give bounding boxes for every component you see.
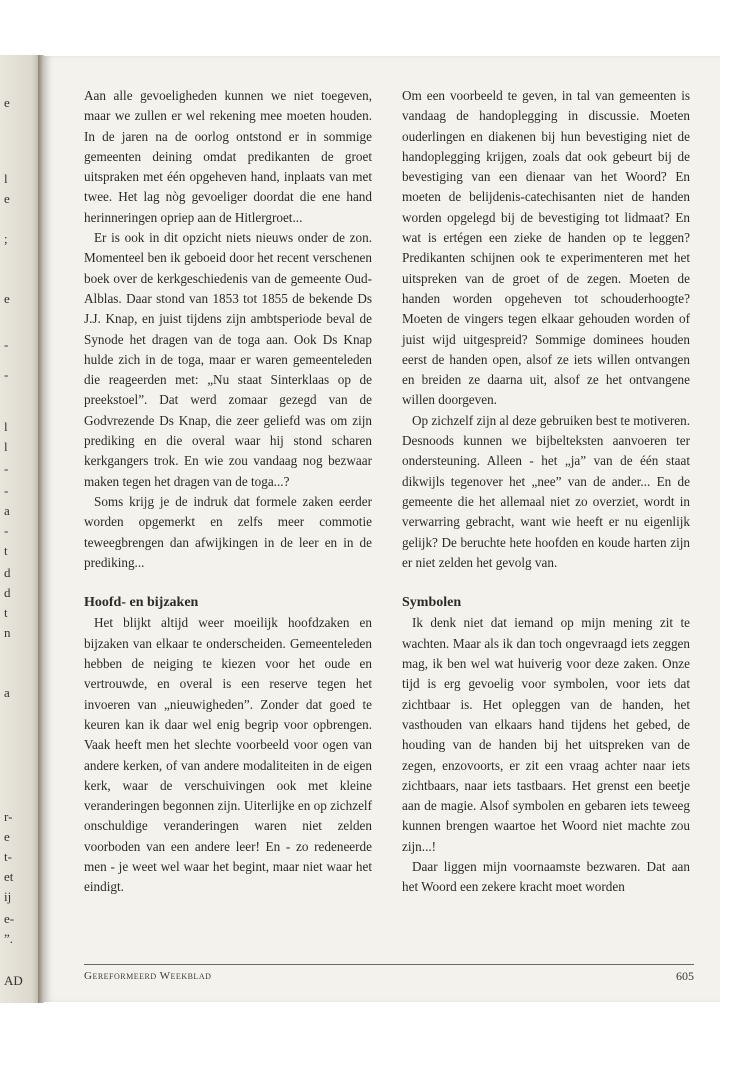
paragraph: Het blijkt altijd weer moeilijk hoofdzaken en bijzaken van elkaar te onderscheiden. Gemeenteleden hebben de neiging te kiezen voor het oude en vertrouwde, en overal is een reserve tegen het invoeren van „nieuwigheden”. Zonder dat goed te keuren kan ik daar wel enig begrip voor opbrengen. Vaak heeft men het slechte voorbeeld voor ogen van andere kerken, of van andere modaliteiten in de eigen kerk, waar de verschuivingen ook met kleine veranderingen begonnen zijn. Uiterlijke en op zichzelf onschuldige veranderingen waren niet zelden voorboden van een andere leer! En - zo redeneerde men - je weet wel waar het begint, maar niet waar het eindigt. (84, 615, 372, 895)
paragraph: Aan alle gevoeligheden kunnen we niet toegeven, maar we zullen er wel rekening mee moeten houden. In de jaren na de oorlog ontstond er in sommige gemeenten deining omdat predikanten de groet uitspraken met één opgeheven hand, inplaats van met twee. Het lag nòg gevoeliger doordat die ene hand herinneringen opriep aan de Hitlergroet... (84, 88, 372, 225)
publication-title: Gereformeerd Weekblad (84, 970, 212, 982)
margin-char: ij (4, 889, 12, 904)
margin-char: - (4, 483, 9, 498)
margin-char: d (4, 585, 11, 600)
margin-char: e (4, 829, 10, 844)
margin-char: t (4, 605, 8, 620)
section-heading: Hoofd- en bijzaken (84, 595, 199, 611)
paragraph: Soms krijg je de indruk dat formele zaken eerder worden opgemerkt en zelfs meer commotie teweegbrengen dan afwijkingen in de leer en in de prediking... (84, 493, 372, 570)
paragraph: Daar liggen mijn voornaamste bezwaren. Dat aan het Woord een zekere kracht moet worden (402, 858, 690, 895)
margin-char: t- (4, 849, 12, 864)
margin-char: e (4, 291, 10, 306)
margin-char: - (4, 337, 9, 352)
margin-char: - (4, 461, 9, 476)
page-number: 605 (676, 969, 694, 983)
margin-char: et (4, 869, 14, 884)
margin-char: a (4, 685, 10, 700)
previous-page-margin-text (4, 0, 32, 1000)
publication-name (84, 970, 211, 982)
margin-char: - (4, 523, 9, 538)
section-heading: Symbolen (402, 595, 462, 611)
margin-char: - (4, 367, 9, 382)
margin-char: r- (4, 809, 13, 824)
margin-char: AD (4, 973, 23, 988)
margin-char: e (4, 191, 10, 206)
paragraph: Er is ook in dit opzicht niets nieuws onder de zon. Momenteel ben ik geboeid door het recent verschenen boek over de kerkgeschiedenis van de gemeente Oud-Alblas. Daar stond van 1853 tot 1855 de bekende Ds J.J. Knap, en juist tijdens zijn ambtsperiode beval de Synode het dragen van de toga aan. Ook Ds Knap hulde zich in de toga, maar er waren gemeenteleden die reageerden met: „Nu staat Sinterklaas op de preekstoel”. Dat werd zomaar gezegd van de Godvrezende Ds Knap, die zeer geliefd was om zijn prediking en die overal waar hij stond scharen kerkgangers trok. En wie zou vandaag nog bezwaar maken tegen het dragen van de toga...? (84, 230, 372, 489)
margin-char: l (4, 419, 8, 434)
margin-char: e- (4, 911, 15, 926)
margin-char: l (4, 171, 8, 186)
margin-char: d (4, 565, 11, 580)
magazine-page (44, 56, 720, 1002)
margin-char: n (4, 625, 11, 640)
footer-rule (84, 964, 694, 965)
margin-char: e (4, 95, 10, 110)
margin-char: l (4, 439, 8, 454)
left-column (84, 86, 372, 898)
margin-char: ; (4, 231, 8, 246)
right-column (402, 86, 690, 898)
margin-char: a (4, 503, 10, 518)
paragraph: Om een voorbeeld te geven, in tal van gemeenten is vandaag de handoplegging in discussie. Moeten ouderlingen en diakenen bij hun bevestiging niet de handoplegging krijgen, zoals dat ook gebeurt bij de bevestiging van een dienaar van het Woord? En moeten de belijdenis-catechisanten niet de handen worden opgelegd bij de bevestiging tot lidmaat? En wat is ertégen een zieke de handen op te leggen? Predikanten schijnen ook te experimenteren met het uitspreken van de groet of de zegen. Moeten de handen worden opgeheven tot schouderhoogte? Moeten de vingers tegen elkaar gehouden worden of juist wijd uitgespreid? Sommige dominees houden eerst de handen open, alsof ze iets willen ontvangen en breiden ze daarna uit, alsof ze het ontvangene willen doorgeven. (402, 88, 690, 408)
margin-char: ”. (4, 931, 14, 946)
paragraph: Op zichzelf zijn al deze gebruiken best te motiveren. Desnoods kunnen we bijbelteksten aanvoeren ter ondersteuning. Alleen - het „ja” van de één staat dikwijls tegenover het „nee” van de ander... En de gemeente die het allemaal niet zo overziet, wordt in verwarring gebracht, want wie heeft er nu eigenlijk gelijk? De beruchte hete hoofden en koude harten zijn er niet zelden het gevolg van. (402, 412, 690, 570)
margin-char: t (4, 543, 8, 558)
paragraph: Ik denk niet dat iemand op mijn mening zit te wachten. Maar als ik dan toch ongevraagd iets zeggen mag, ik ben wel wat huiverig voor deze zaken. Onze tijd is erg gevoelig voor symbolen, voor iets dat zichtbaar is. Het opleggen van de handen, het vasthouden van elkaars hand tijdens het gebed, de houding van de handen bij het uitspreken van de zegen, enzovoorts, er zit een vraag achter naar iets zichtbaars, naar iets tastbaars. Het grenst een beetje aan de magie. Alsof symbolen en gebaren iets teweeg kunnen brengen waartoe het Woord niet machte zou zijn...! (402, 615, 690, 854)
